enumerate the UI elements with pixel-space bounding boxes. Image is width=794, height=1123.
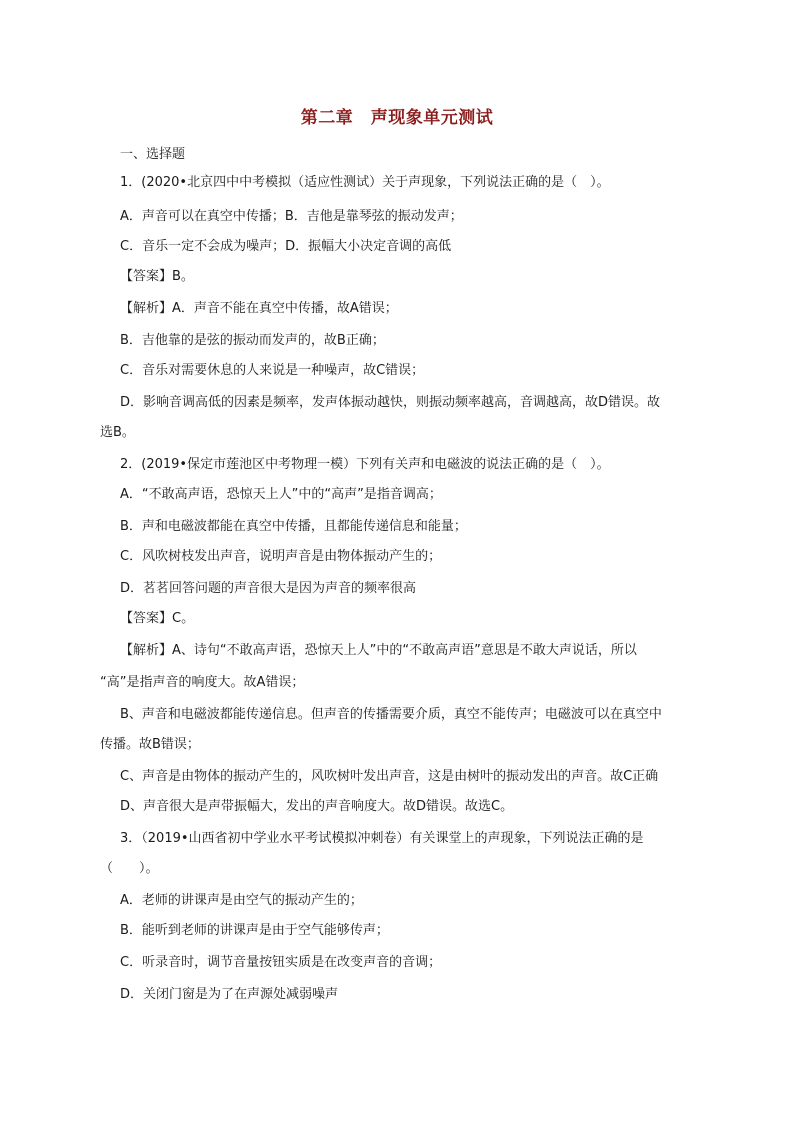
question-3-option-a: A．老师的讲课声是由空气的振动产生的； (120, 893, 363, 908)
question-2-analysis-a: 【解析】A、诗句“不敢高声语，恐惊天上人”中的“不敢高声语”意思是不敢大声说话，所以 (120, 643, 637, 658)
question-2-option-c: C．风吹树枝发出声音，说明声音是由物体振动产生的； (120, 549, 442, 564)
question-3-option-d: D．关闭门窗是为了在声源处减弱噪声 (120, 987, 339, 1002)
question-3-stem-cont: （ ）。 (100, 861, 159, 876)
question-1-analysis-d: D．影响音调高低的因素是频率，发声体振动越快，则振动频率越高，音调越高，故D错误。故 (120, 395, 661, 410)
question-2-analysis-b: B、声音和电磁波都能传递信息。但声音的传播需要介质，真空不能传声；电磁波可以在真空中 (120, 707, 662, 722)
question-2-option-a: A．“不敢高声语，恐惊天上人”中的“高声”是指音调高； (120, 487, 442, 502)
question-1-analysis-d-cont: 选B。 (100, 425, 135, 440)
question-2-analysis-d: D、声音很大是声带振幅大，发出的声音响度大。故D错误。故选C。 (120, 799, 514, 814)
question-2-analysis-b-cont: 传播。故B错误； (100, 737, 200, 752)
question-1-analysis-a: 【解析】A．声音不能在真空中传播，故A错误； (120, 301, 398, 316)
question-2-option-b: B．声和电磁波都能在真空中传播，且都能传递信息和能量； (120, 519, 467, 534)
question-3-option-c: C．听录音时，调节音量按钮实质是在改变声音的音调； (120, 955, 442, 970)
question-1-options-cd: C．音乐一定不会成为噪声；D．振幅大小决定音调的高低 (120, 239, 452, 254)
question-2-stem: 2．(2019•保定市莲池区中考物理一模）下列有关声和电磁波的说法正确的是（ ）。 (120, 457, 610, 472)
question-3-option-b: B．能听到老师的讲课声是由于空气能够传声； (120, 923, 389, 938)
question-1-analysis-b: B．吉他靠的是弦的振动而发声的，故B正确； (120, 333, 385, 348)
question-2-option-d: D．茗茗回答问题的声音很大是因为声音的频率很高 (120, 581, 417, 596)
question-2-answer: 【答案】C。 (120, 611, 195, 626)
question-2-analysis-c: C、声音是由物体的振动产生的，风吹树叶发出声音，这是由树叶的振动发出的声音。故C正确 (120, 769, 659, 784)
question-2-analysis-a-cont: “高”是指声音的响度大。故A错误； (100, 675, 305, 690)
section-heading: 一、选择题 (120, 147, 186, 162)
question-3-stem: 3．（2019•山西省初中学业水平考试模拟冲刺卷）有关课堂上的声现象，下列说法正确的是 (120, 831, 644, 846)
page-title: 第二章 声现象单元测试 (300, 108, 494, 128)
question-1-analysis-c: C．音乐对需要休息的人来说是一种噪声，故C错误； (120, 363, 425, 378)
question-1-answer: 【答案】B。 (120, 269, 194, 284)
question-1-options-ab: A．声音可以在真空中传播；B．吉他是靠琴弦的振动发声； (120, 209, 463, 224)
question-1-stem: 1．(2020•北京四中中考模拟（适应性测试）关于声现象，下列说法正确的是（ ）。 (120, 175, 610, 190)
